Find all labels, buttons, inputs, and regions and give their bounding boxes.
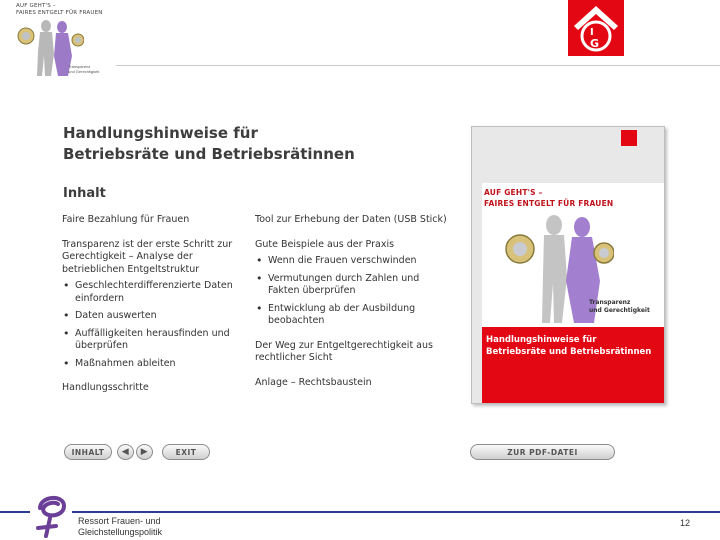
svg-text:G: G bbox=[590, 37, 600, 50]
campaign-logo-line1: AUF GEHT'S – bbox=[16, 3, 56, 9]
forward-button[interactable] bbox=[136, 444, 153, 460]
list-item[interactable]: • Geschlechterdifferenzierte Daten einfordern bbox=[62, 280, 247, 305]
cover-red-title bbox=[486, 334, 651, 358]
footer-department bbox=[78, 516, 162, 538]
contents-left-column bbox=[62, 214, 247, 407]
cover-ig-logo bbox=[621, 130, 637, 146]
cover-tag-line1: Transparenz bbox=[589, 299, 631, 306]
contents-section-beispiele bbox=[255, 239, 450, 328]
contents-list-beispiele bbox=[255, 255, 450, 328]
cover-tag-line2: und Gerechtigkeit bbox=[589, 307, 650, 314]
cover-title-line1: AUF GEHT'S – bbox=[484, 188, 543, 197]
page-heading bbox=[63, 123, 355, 165]
contents-link-tool[interactable]: Tool zur Erhebung der Daten (USB Stick) bbox=[255, 214, 447, 225]
ig-metall-logo bbox=[568, 0, 624, 56]
contents-link-beispiele[interactable]: Gute Beispiele aus der Praxis bbox=[255, 238, 395, 250]
brochure-cover bbox=[471, 126, 665, 404]
list-item[interactable]: • Vermutungen durch Zahlen und Fakten überprüfen bbox=[255, 273, 450, 298]
inhalt-button[interactable]: INHALT bbox=[64, 444, 112, 460]
contents-list-transparenz bbox=[62, 280, 247, 370]
footer-divider-right bbox=[72, 511, 720, 513]
list-item[interactable]: • Auffälligkeiten herausfinden und überprüfen bbox=[62, 328, 247, 353]
list-item[interactable]: • Daten auswerten bbox=[62, 310, 247, 323]
campaign-logo-line2: FAIRES ENTGELT FÜR FRAUEN bbox=[16, 10, 103, 16]
contents-section-transparenz bbox=[62, 239, 247, 371]
campaign-logo-tag2: und Gerechtigkeit bbox=[68, 69, 100, 74]
arrow-left-icon: ◀ bbox=[121, 446, 130, 457]
page-number: 12 bbox=[680, 518, 691, 528]
svg-text:I: I bbox=[590, 27, 594, 38]
campaign-logo bbox=[10, 0, 116, 78]
header-divider bbox=[116, 65, 720, 66]
cover-title-line2: FAIRES ENTGELT FÜR FRAUEN bbox=[484, 199, 614, 208]
arrow-right-icon: ▶ bbox=[140, 446, 149, 457]
pdf-download-button[interactable]: ZUR PDF-DATEI bbox=[470, 444, 615, 460]
ig-metall-emblem-icon bbox=[568, 0, 624, 56]
contents-link-transparenz[interactable]: Transparenz ist der erste Schritt zur Gerechtigkeit – Analyse der betrieblichen Entgeltstruktur bbox=[62, 238, 233, 275]
venus-symbol-icon bbox=[30, 490, 72, 540]
page-heading-line2: Betriebsräte und Betriebsrätinnen bbox=[63, 145, 355, 163]
contents-link-anlage[interactable]: Anlage – Rechtsbaustein bbox=[255, 376, 372, 388]
contents-title: Inhalt bbox=[63, 186, 106, 201]
cover-tagline bbox=[589, 299, 650, 315]
list-item[interactable]: • Entwicklung ab der Ausbildung beobachten bbox=[255, 303, 450, 328]
list-item[interactable]: • Maßnahmen ableiten bbox=[62, 358, 247, 371]
page-heading-line1: Handlungshinweise für bbox=[63, 124, 258, 142]
contents-link-faire-bezahlung[interactable]: Faire Bezahlung für Frauen bbox=[62, 214, 190, 225]
footer-department-line2: Gleichstellungspolitik bbox=[78, 527, 163, 537]
contents-right-column bbox=[255, 214, 450, 401]
list-item[interactable]: • Wenn die Frauen verschwinden bbox=[255, 255, 450, 268]
exit-button[interactable]: EXIT bbox=[162, 444, 210, 460]
back-button[interactable] bbox=[117, 444, 134, 460]
cover-red-title-line2: Betriebsräte und Betriebsrätinnen bbox=[486, 347, 652, 357]
footer-department-line1: Ressort Frauen- und bbox=[78, 516, 161, 526]
cover-red-title-line1: Handlungshinweise für bbox=[486, 335, 597, 345]
footer-divider-left bbox=[0, 511, 30, 513]
campaign-logo-tag1: Transparenz bbox=[68, 64, 91, 69]
contents-link-handlungsschritte[interactable]: Handlungsschritte bbox=[62, 382, 149, 393]
contents-link-rechtliche-sicht[interactable]: Der Weg zur Entgeltgerechtigkeit aus rechtlicher Sicht bbox=[255, 339, 433, 363]
